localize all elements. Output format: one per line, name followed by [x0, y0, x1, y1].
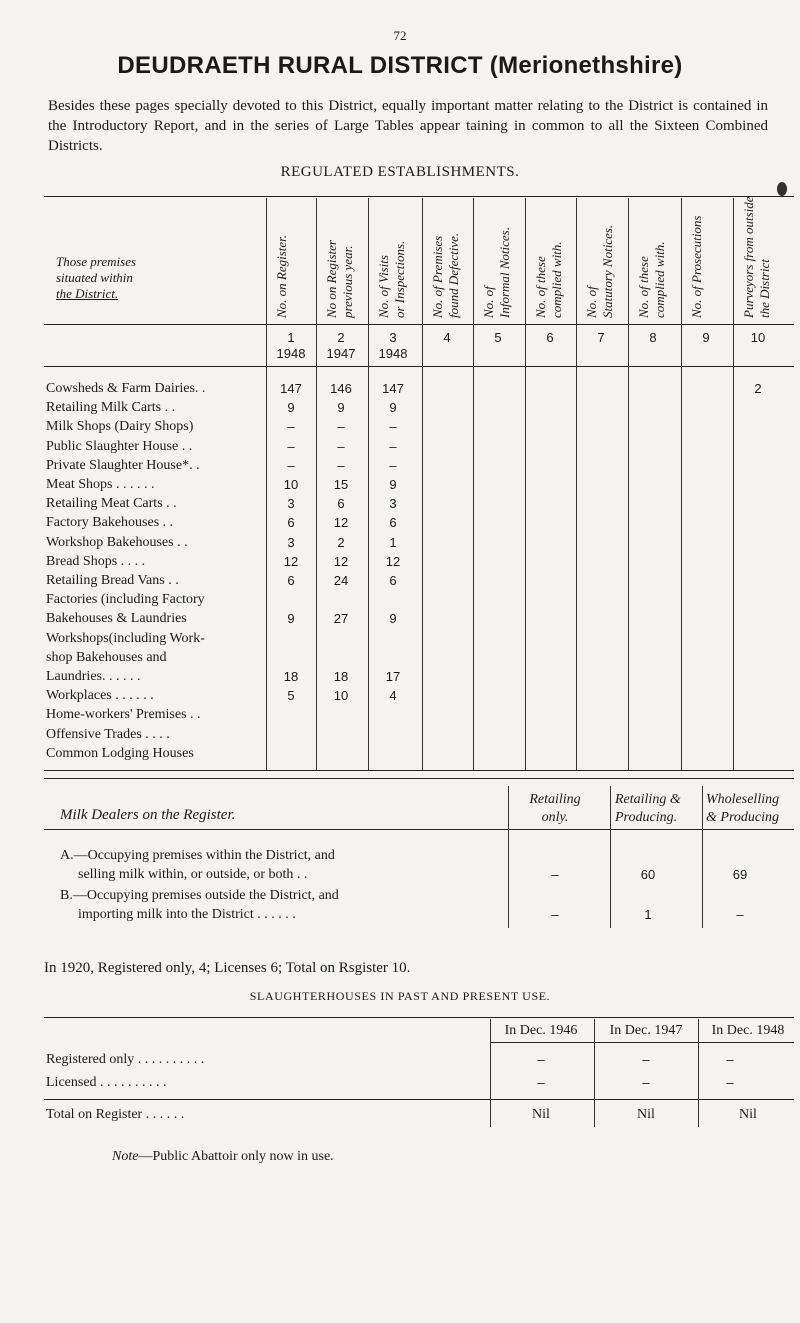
table-cell: –	[337, 438, 345, 454]
page-title: DEUDRAETH RURAL DISTRICT (Merionethshire)	[117, 52, 683, 79]
column-header-text: No. of these	[533, 256, 548, 318]
column-number: 2	[337, 330, 345, 345]
row-label: Offensive Trades . . . .	[46, 726, 170, 742]
intro-paragraph: Besides these pages specially devoted to this District, equally important matter relating to the District is contained in the Introductory Report, and in the series of Large Tables appear taining in common to all the Sixteen Combined Districts.	[48, 98, 768, 154]
milk-col-wholesale: Wholeselling	[706, 792, 780, 807]
numbering-rule	[44, 366, 794, 367]
slaughter-header-rule	[490, 1042, 794, 1043]
table-cell: –	[287, 419, 295, 435]
column-header-text: No. of	[481, 286, 496, 318]
row-label: Cowsheds & Farm Dairies. .	[46, 381, 206, 396]
slaughter-header-1948: In Dec. 1948	[711, 1023, 785, 1038]
column-number: 1	[287, 330, 295, 345]
table-cell: 9	[389, 477, 397, 492]
table-cell: 24	[333, 573, 349, 588]
table-cell: 2	[337, 534, 345, 550]
milk-col-only: only.	[541, 810, 569, 825]
table-bottom-rule	[44, 770, 794, 771]
slaughter-header-1946: In Dec. 1946	[504, 1023, 578, 1038]
column-header-text: Statutory Notices.	[600, 224, 615, 318]
table-cell: 15	[333, 477, 349, 492]
table-cell: 18	[283, 669, 299, 684]
milk-a-producing: 60	[640, 867, 656, 882]
milk-row-a-line2: selling milk within, or outside, or both . .	[78, 867, 308, 882]
table-cell: 5	[287, 688, 295, 704]
column-number: 5	[494, 330, 502, 345]
table-cell: –	[337, 457, 345, 473]
slaughter-title: SLAUGHTERHOUSES IN PAST AND PRESENT USE.	[249, 989, 551, 1003]
corner-label: Those premises situated within the District.	[56, 254, 137, 301]
table-cell: 9	[287, 611, 295, 627]
note-1920: In 1920, Registered only, 4; Licenses 6; Total on Rsgister 10.	[44, 960, 411, 976]
table-cell: 6	[337, 496, 345, 512]
column-divider	[733, 198, 734, 770]
row-label: Workplaces . . . . . .	[46, 688, 154, 704]
table-cell: 6	[389, 573, 397, 588]
section-title: REGULATED ESTABLISHMENTS.	[280, 164, 520, 180]
column-header-text: No. of Prosecutions	[689, 215, 704, 318]
column-year: 1947	[326, 346, 356, 361]
table-cell: 18	[333, 669, 349, 684]
table-cell: –	[389, 419, 397, 435]
column-number: 9	[702, 330, 710, 345]
reg-1948: –	[726, 1052, 734, 1067]
table-cell: 6	[389, 515, 397, 531]
milk-col-producing: Producing.	[615, 810, 678, 825]
milk-row-a-line1: A.—Occupying premises within the District, and	[60, 848, 335, 863]
column-header-text: Purveyors from outside	[741, 196, 756, 318]
milk-col-retailing-producing: Retailing &	[615, 792, 681, 807]
table-cell: –	[287, 438, 295, 454]
milk-divider-1	[508, 786, 509, 928]
milk-top-rule	[44, 778, 794, 779]
column-year: 1948	[378, 346, 408, 361]
table-cell: 9	[389, 611, 397, 627]
lic-1948: –	[726, 1075, 734, 1090]
milk-col-retailing: Retailing	[529, 792, 581, 807]
slaughter-top-rule	[44, 1017, 794, 1018]
lic-1946: –	[537, 1075, 545, 1090]
column-header-text: previous year.	[340, 245, 355, 318]
column-header-text: complied with.	[549, 241, 564, 318]
table-cell: 10	[333, 688, 349, 704]
page-number: 72	[393, 28, 407, 43]
header-rule	[44, 324, 794, 325]
table-top-rule	[44, 196, 794, 197]
table-cell: 17	[385, 669, 401, 684]
table-cell: 9	[287, 400, 295, 416]
total-1947: Nil	[637, 1107, 655, 1122]
column-number: 10	[750, 330, 766, 345]
table-cell: –	[389, 457, 397, 473]
milk-divider-2	[610, 786, 611, 928]
table-cell: 147	[280, 381, 302, 396]
row-label: Milk Shops (Dairy Shops)	[46, 419, 194, 435]
row-label: Factories (including Factory	[46, 592, 205, 608]
milk-table-title: Milk Dealers on the Register.	[60, 807, 236, 823]
column-header-text: No. of	[584, 286, 599, 318]
table-cell: 4	[389, 688, 397, 704]
table-cell: 3	[389, 496, 397, 512]
footnote-text: —Public Abattoir only now in use.	[138, 1149, 334, 1164]
table-cell: 2	[754, 381, 762, 396]
column-number: 8	[649, 330, 657, 345]
slaughter-header-1947: In Dec. 1947	[609, 1023, 683, 1038]
milk-a-wholesale: 69	[732, 867, 748, 882]
table-cell: 12	[333, 553, 349, 569]
column-number: 4	[443, 330, 451, 345]
milk-row-b-line2: importing milk into the District . . . . . .	[78, 907, 296, 922]
table-cell: 9	[337, 400, 345, 416]
milk-col-wholesale2: & Producing	[706, 810, 779, 825]
row-label: Retailing Milk Carts . .	[46, 400, 176, 416]
row-label: Common Lodging Houses	[46, 745, 194, 761]
column-year: 1948	[276, 346, 306, 361]
lic-1947: –	[642, 1075, 650, 1090]
column-divider	[266, 198, 267, 770]
row-label: Workshop Bakehouses . .	[46, 534, 188, 550]
column-header-text: Informal Notices.	[497, 227, 512, 318]
column-header-text: or Inspections.	[392, 240, 407, 318]
column-number: 6	[546, 330, 554, 345]
milk-b-wholesale: –	[736, 907, 744, 922]
milk-b-retailing: –	[551, 907, 559, 922]
table-cell: 3	[287, 496, 295, 512]
column-header-text: No on Register	[324, 240, 339, 318]
reg-1947: –	[642, 1052, 650, 1067]
row-label: Bread Shops . . . .	[46, 553, 146, 569]
column-divider	[525, 198, 526, 770]
table-cell: –	[287, 457, 295, 473]
total-1948: Nil	[739, 1107, 757, 1122]
slaughter-divider-1	[490, 1019, 491, 1127]
row-label: Meat Shops . . . . . .	[46, 477, 155, 492]
footnote-label: Note	[112, 1149, 139, 1164]
slaughter-row-registered: Registered only . . . . . . . . . .	[46, 1052, 205, 1067]
table-cell: 6	[287, 515, 295, 531]
column-header-text: No. of these	[636, 256, 651, 318]
milk-divider-3	[702, 786, 703, 928]
table-cell: 12	[385, 553, 401, 569]
table-cell: 6	[287, 573, 295, 588]
footnote	[112, 1149, 334, 1165]
column-number: 7	[597, 330, 605, 345]
table-cell: –	[337, 419, 345, 435]
row-label: Retailing Meat Carts . .	[46, 496, 177, 512]
column-divider	[368, 198, 369, 770]
milk-a-retailing: –	[551, 867, 559, 882]
table-cell: 12	[283, 553, 299, 569]
table-cell: 9	[389, 400, 397, 416]
milk-b-producing: 1	[644, 907, 652, 922]
ink-blot	[777, 182, 787, 196]
column-divider	[316, 198, 317, 770]
column-divider	[422, 198, 423, 770]
table-cell: 10	[283, 477, 299, 492]
column-divider	[628, 198, 629, 770]
table-cell: 147	[382, 381, 404, 396]
column-header-text: No. on Register.	[274, 234, 289, 318]
total-1946: Nil	[532, 1107, 550, 1122]
slaughter-row-licensed: Licensed . . . . . . . . . .	[46, 1075, 167, 1090]
row-label: Private Slaughter House*. .	[46, 457, 200, 473]
table-cell: 3	[287, 534, 295, 550]
slaughter-total-label: Total on Register . . . . . .	[46, 1107, 185, 1122]
row-label: Retailing Bread Vans . .	[46, 573, 179, 588]
column-divider	[576, 198, 577, 770]
table-cell: –	[389, 438, 397, 454]
row-label: Home-workers' Premises . .	[46, 707, 201, 723]
table-cell: 146	[330, 381, 352, 396]
column-number: 3	[389, 330, 397, 345]
column-header-text: the District	[757, 259, 772, 318]
row-label: Laundries. . . . . .	[46, 669, 141, 684]
column-header-text: complied with.	[652, 241, 667, 318]
table-cell: 27	[333, 611, 349, 627]
reg-1946: –	[537, 1052, 545, 1067]
row-label: shop Bakehouses and	[46, 649, 167, 665]
column-header-text: No. of Visits	[376, 255, 391, 318]
row-label: Bakehouses & Laundries	[46, 611, 187, 627]
slaughter-divider-3	[698, 1019, 699, 1127]
row-label: Public Slaughter House . .	[46, 438, 193, 454]
column-divider	[473, 198, 474, 770]
slaughter-total-rule	[44, 1099, 794, 1100]
table-cell: 12	[333, 515, 349, 531]
column-divider	[681, 198, 682, 770]
column-header-text: No. of Premises	[430, 235, 445, 318]
slaughter-divider-2	[594, 1019, 595, 1127]
row-label: Factory Bakehouses . .	[46, 515, 174, 531]
column-header-text: found Defective.	[446, 232, 461, 318]
row-label: Workshops(including Work-	[46, 630, 205, 646]
milk-row-b-line1: B.—Occupying premises outside the District, and	[60, 888, 339, 903]
table-cell: 1	[389, 534, 397, 550]
milk-header-rule	[44, 829, 794, 830]
